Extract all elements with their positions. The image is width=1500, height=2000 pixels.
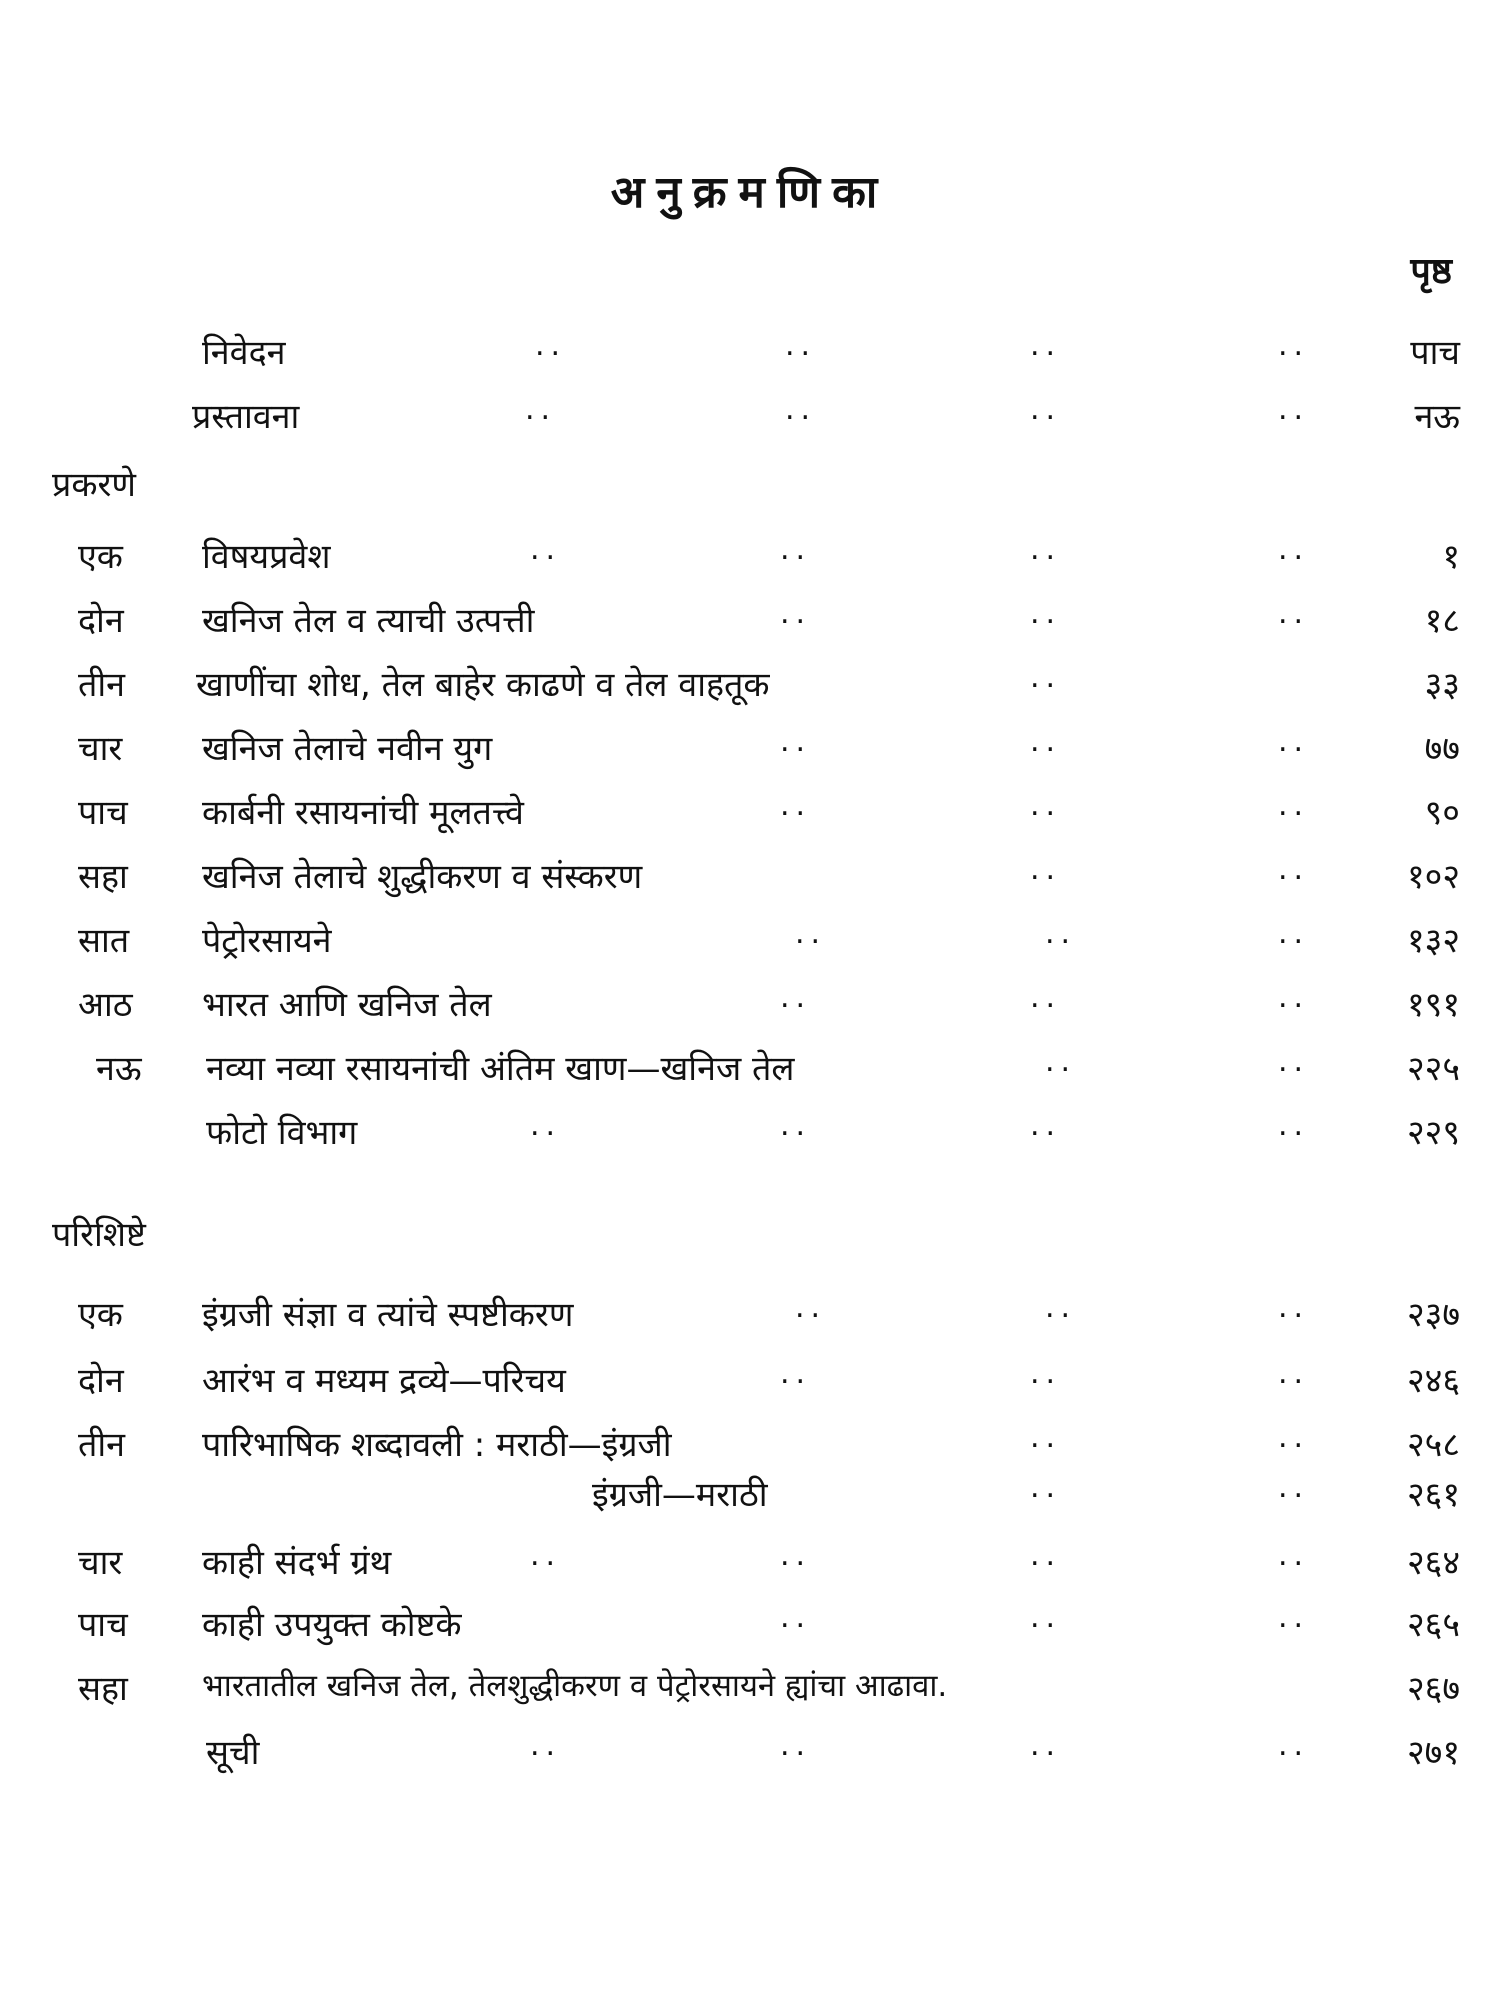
leader-dots: .. bbox=[780, 596, 812, 631]
toc-label: प्रस्तावना bbox=[192, 397, 300, 437]
leader-dots: .. bbox=[1278, 1470, 1310, 1505]
toc-label: निवेदन bbox=[202, 333, 286, 373]
leader-dots: .. bbox=[1030, 1108, 1062, 1143]
leader-dots: .. bbox=[1278, 788, 1310, 823]
leader-dots: .. bbox=[780, 1356, 812, 1391]
toc-label: पेट्रोरसायने bbox=[202, 921, 332, 961]
toc-page-number: २६७ bbox=[1406, 1669, 1460, 1709]
leader-dots: .. bbox=[795, 1290, 827, 1325]
leader-dots: .. bbox=[1030, 660, 1062, 695]
leader-dots: .. bbox=[795, 916, 827, 951]
toc-row bbox=[0, 660, 1500, 714]
toc-row bbox=[0, 1728, 1500, 1782]
toc-label: विषयप्रवेश bbox=[202, 537, 331, 577]
toc-label: सूची bbox=[206, 1733, 260, 1773]
leader-dots: .. bbox=[1278, 1420, 1310, 1455]
toc-row bbox=[0, 1356, 1500, 1410]
appendix-number: दोन bbox=[78, 1361, 124, 1401]
toc-label: नव्या नव्या रसायनांची अंतिम खाण—खनिज तेल bbox=[206, 1049, 795, 1089]
leader-dots: .. bbox=[1278, 724, 1310, 759]
toc-row bbox=[0, 788, 1500, 842]
toc-page-number: २७१ bbox=[1406, 1733, 1460, 1773]
toc-page-number: १८ bbox=[1424, 601, 1460, 641]
leader-dots: .. bbox=[1030, 328, 1062, 363]
leader-dots: .. bbox=[1030, 1470, 1062, 1505]
toc-label: भारत आणि खनिज तेल bbox=[202, 985, 492, 1025]
toc-row bbox=[0, 852, 1500, 906]
leader-dots: .. bbox=[1278, 980, 1310, 1015]
appendix-number: चार bbox=[78, 1543, 123, 1583]
leader-dots: .. bbox=[1030, 1356, 1062, 1391]
toc-row bbox=[0, 916, 1500, 970]
toc-page-number: २३७ bbox=[1406, 1295, 1460, 1335]
leader-dots: .. bbox=[1045, 1044, 1077, 1079]
toc-page-number: २२९ bbox=[1406, 1113, 1460, 1153]
toc-page-number: ७७ bbox=[1424, 729, 1460, 769]
leader-dots: .. bbox=[785, 328, 817, 363]
toc-page-number: पाच bbox=[1410, 333, 1460, 373]
chapter-number: आठ bbox=[78, 985, 133, 1025]
toc-sublabel: इंग्रजी—मराठी bbox=[592, 1475, 768, 1515]
toc-page-number: १३२ bbox=[1406, 921, 1460, 961]
leader-dots: .. bbox=[1030, 1420, 1062, 1455]
leader-dots: .. bbox=[530, 1728, 562, 1763]
toc-label: कार्बनी रसायनांची मूलतत्त्वे bbox=[202, 793, 524, 833]
leader-dots: .. bbox=[1278, 1108, 1310, 1143]
toc-label: खनिज तेल व त्याची उत्पत्ती bbox=[202, 601, 535, 641]
leader-dots: .. bbox=[1030, 596, 1062, 631]
appendix-number: सहा bbox=[78, 1669, 128, 1709]
toc-page-number: २६४ bbox=[1406, 1543, 1460, 1583]
toc-row bbox=[0, 1600, 1500, 1654]
leader-dots: .. bbox=[1030, 1538, 1062, 1573]
leader-dots: .. bbox=[1278, 1044, 1310, 1079]
toc-page-number: २६१ bbox=[1406, 1475, 1460, 1515]
leader-dots: .. bbox=[1278, 1728, 1310, 1763]
toc-row bbox=[0, 980, 1500, 1034]
chapter-number: दोन bbox=[78, 601, 124, 641]
leader-dots: .. bbox=[1278, 328, 1310, 363]
toc-page-number: नऊ bbox=[1414, 397, 1460, 437]
toc-label: खनिज तेलाचे शुद्धीकरण व संस्करण bbox=[202, 857, 643, 897]
leader-dots: .. bbox=[1045, 916, 1077, 951]
toc-label: इंग्रजी संज्ञा व त्यांचे स्पष्टीकरण bbox=[202, 1295, 574, 1335]
leader-dots: .. bbox=[530, 532, 562, 567]
leader-dots: .. bbox=[1030, 788, 1062, 823]
toc-label: खाणींचा शोध, तेल बाहेर काढणे व तेल वाहतूक bbox=[196, 665, 770, 705]
leader-dots: .. bbox=[780, 1728, 812, 1763]
toc-page-number: ९० bbox=[1424, 793, 1460, 833]
toc-row bbox=[0, 1290, 1500, 1344]
toc-page-number: १९१ bbox=[1406, 985, 1460, 1025]
appendix-number: पाच bbox=[78, 1605, 128, 1645]
toc-row bbox=[0, 328, 1500, 382]
toc-row bbox=[0, 1420, 1500, 1474]
toc-label: फोटो विभाग bbox=[206, 1113, 358, 1153]
leader-dots: .. bbox=[785, 392, 817, 427]
toc-page-number: २६५ bbox=[1406, 1605, 1460, 1645]
leader-dots: .. bbox=[1278, 1356, 1310, 1391]
leader-dots: .. bbox=[1030, 1600, 1062, 1635]
leader-dots: .. bbox=[780, 532, 812, 567]
page-title: अनुक्रमणिका bbox=[610, 167, 890, 218]
toc-row bbox=[0, 1470, 1500, 1524]
leader-dots: .. bbox=[1030, 532, 1062, 567]
chapter-number: एक bbox=[78, 537, 123, 577]
toc-label: खनिज तेलाचे नवीन युग bbox=[202, 729, 493, 769]
appendix-number: तीन bbox=[78, 1425, 126, 1465]
chapter-number: चार bbox=[78, 729, 123, 769]
leader-dots: .. bbox=[1278, 596, 1310, 631]
leader-dots: .. bbox=[780, 788, 812, 823]
toc-page-number: २५८ bbox=[1406, 1425, 1460, 1465]
toc-page-number: १ bbox=[1442, 537, 1460, 577]
leader-dots: .. bbox=[780, 1600, 812, 1635]
toc-row bbox=[0, 1664, 1500, 1718]
chapter-number: सात bbox=[78, 921, 130, 961]
toc-page-number: २२५ bbox=[1406, 1049, 1460, 1089]
leader-dots: .. bbox=[525, 392, 557, 427]
toc-row bbox=[0, 532, 1500, 586]
toc-row bbox=[0, 1044, 1500, 1098]
leader-dots: .. bbox=[1278, 1538, 1310, 1573]
leader-dots: .. bbox=[1030, 852, 1062, 887]
toc-row bbox=[0, 724, 1500, 778]
leader-dots: .. bbox=[1278, 1600, 1310, 1635]
appendix-number: एक bbox=[78, 1295, 123, 1335]
toc-row bbox=[0, 596, 1500, 650]
page-column-header: पृष्ठ bbox=[1410, 251, 1452, 292]
leader-dots: .. bbox=[780, 980, 812, 1015]
toc-label: काही उपयुक्त कोष्टके bbox=[202, 1605, 462, 1645]
chapter-number: सहा bbox=[78, 857, 128, 897]
toc-label: काही संदर्भ ग्रंथ bbox=[202, 1543, 392, 1583]
leader-dots: .. bbox=[780, 1538, 812, 1573]
leader-dots: .. bbox=[1278, 852, 1310, 887]
toc-page-number: २४६ bbox=[1406, 1361, 1460, 1401]
toc-page-number: ३३ bbox=[1424, 665, 1460, 705]
leader-dots: .. bbox=[1278, 1290, 1310, 1325]
leader-dots: .. bbox=[1278, 916, 1310, 951]
toc-row bbox=[0, 1108, 1500, 1162]
chapter-number: तीन bbox=[78, 665, 126, 705]
leader-dots: .. bbox=[535, 328, 567, 363]
toc-page-number: १०२ bbox=[1406, 857, 1460, 897]
toc-row bbox=[0, 392, 1500, 446]
leader-dots: .. bbox=[530, 1108, 562, 1143]
toc-row bbox=[0, 1538, 1500, 1592]
leader-dots: .. bbox=[530, 1538, 562, 1573]
leader-dots: .. bbox=[1278, 392, 1310, 427]
leader-dots: .. bbox=[780, 1108, 812, 1143]
appendix-heading: परिशिष्टे bbox=[52, 1215, 146, 1255]
chapter-number: पाच bbox=[78, 793, 128, 833]
leader-dots: .. bbox=[1030, 724, 1062, 759]
chapter-number: नऊ bbox=[96, 1049, 142, 1089]
leader-dots: .. bbox=[1030, 392, 1062, 427]
leader-dots: .. bbox=[1278, 532, 1310, 567]
leader-dots: .. bbox=[1030, 1728, 1062, 1763]
toc-label: पारिभाषिक शब्दावली : मराठी—इंग्रजी bbox=[202, 1425, 672, 1465]
leader-dots: .. bbox=[1045, 1290, 1077, 1325]
leader-dots: .. bbox=[780, 724, 812, 759]
leader-dots: .. bbox=[1030, 980, 1062, 1015]
chapters-heading: प्रकरणे bbox=[52, 465, 136, 505]
toc-label: आरंभ व मध्यम द्रव्ये—परिचय bbox=[202, 1361, 566, 1401]
toc-label: भारतातील खनिज तेल, तेलशुद्धीकरण व पेट्रोरसायने ह्यांचा आढावा. bbox=[202, 1668, 948, 1704]
